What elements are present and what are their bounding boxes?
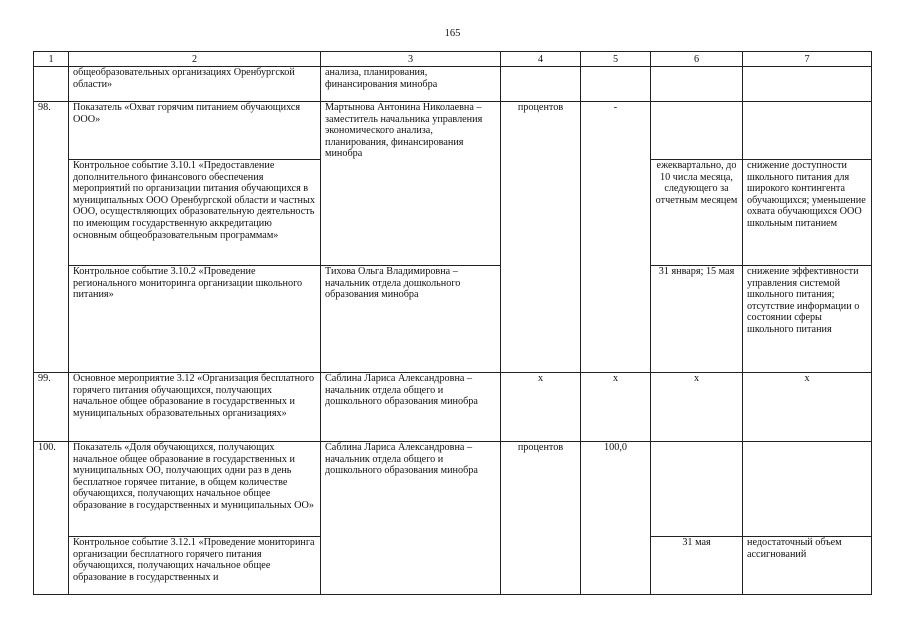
header-col-1: 1: [34, 52, 69, 67]
plan-table: [33, 51, 872, 595]
cell-responsible: Саблина Лариса Александровна – начальник отдела общего и дошкольного образования минобра: [321, 373, 501, 442]
cell-number: 98.: [34, 102, 69, 373]
cell-risk: [743, 102, 872, 160]
cell-description: Основное мероприятие 3.12 «Организация бесплатного горячего питания обучающихся, получающих начальное общее образование в государственных и муниципальных образовательных организациях»: [69, 373, 321, 442]
cell-value: [581, 67, 651, 102]
cell-value: х: [581, 373, 651, 442]
header-col-4: 4: [501, 52, 581, 67]
cell-number: 100.: [34, 442, 69, 595]
table-row-continuation: [34, 67, 872, 102]
header-col-5: 5: [581, 52, 651, 67]
cell-deadline: ежеквартально, до 10 числа месяца, следующего за отчетным месяцем: [651, 160, 743, 266]
cell-deadline: 31 мая: [651, 537, 743, 595]
page-number: 165: [444, 28, 461, 39]
cell-number: [34, 67, 69, 102]
cell-description: Контрольное событие 3.10.1 «Предоставление дополнительного финансового обеспечения мероприятий по организации питания обучающихся в муниципальных ООО Оренбургской области и частных ООО, осуществляющих образовательную деятельность по имеющим государственную аккредитацию основным общеобразовательным программам»: [69, 160, 321, 266]
cell-risk: [743, 67, 872, 102]
cell-risk: снижение доступности школьного питания для широкого контингента обучающихся; уменьшение охвата обучающихся ООО школьным питанием: [743, 160, 872, 266]
cell-risk: [743, 442, 872, 537]
cell-deadline: [651, 442, 743, 537]
cell-unit: [501, 67, 581, 102]
cell-deadline: 31 января; 15 мая: [651, 266, 743, 373]
cell-responsible: Саблина Лариса Александровна – начальник отдела общего и дошкольного образования минобра: [321, 442, 501, 595]
cell-unit: х: [501, 373, 581, 442]
cell-description: общеобразовательных организациях Оренбургской области»: [69, 67, 321, 102]
header-col-6: 6: [651, 52, 743, 67]
cell-unit: процентов: [501, 102, 581, 373]
cell-description: Контрольное событие 3.12.1 «Проведение мониторинга организации бесплатного горячего питания обучающихся, получающих начальное общее образование в государственных и: [69, 537, 321, 595]
cell-responsible: Мартынова Антонина Николаевна – заместитель начальника управления экономического анализа, планирования, финансирования минобра: [321, 102, 501, 266]
cell-value: -: [581, 102, 651, 373]
cell-unit: процентов: [501, 442, 581, 595]
cell-value: 100,0: [581, 442, 651, 595]
cell-responsible: Тихова Ольга Владимировна – начальник отдела дошкольного образования минобра: [321, 266, 501, 373]
cell-deadline: [651, 67, 743, 102]
table-row-98: [34, 102, 872, 160]
table-row-98-event-2: [34, 266, 872, 373]
cell-description: Контрольное событие 3.10.2 «Проведение регионального мониторинга организации школьного питания»: [69, 266, 321, 373]
cell-risk: недостаточный объем ассигнований: [743, 537, 872, 595]
table-row-99: [34, 373, 872, 442]
header-col-2: 2: [69, 52, 321, 67]
header-col-7: 7: [743, 52, 872, 67]
table-row-100: [34, 442, 872, 537]
cell-risk: снижение эффективности управления системой школьного питания; отсутствие информации о состоянии сферы школьного питания: [743, 266, 872, 373]
cell-deadline: х: [651, 373, 743, 442]
header-row: [34, 52, 872, 67]
cell-number: 99.: [34, 373, 69, 442]
cell-description: Показатель «Охват горячим питанием обучающихся ООО»: [69, 102, 321, 160]
cell-deadline: [651, 102, 743, 160]
header-col-3: 3: [321, 52, 501, 67]
cell-risk: х: [743, 373, 872, 442]
cell-description: Показатель «Доля обучающихся, получающих начальное общее образование в государственных и муниципальных ОО, получающих одни раз в день бесплатное горячее питание, в общем количестве обучающихся, получающих начальное общее образование в государственных и муниципальных ОО»: [69, 442, 321, 537]
cell-responsible: анализа, планирования, финансирования минобра: [321, 67, 501, 102]
